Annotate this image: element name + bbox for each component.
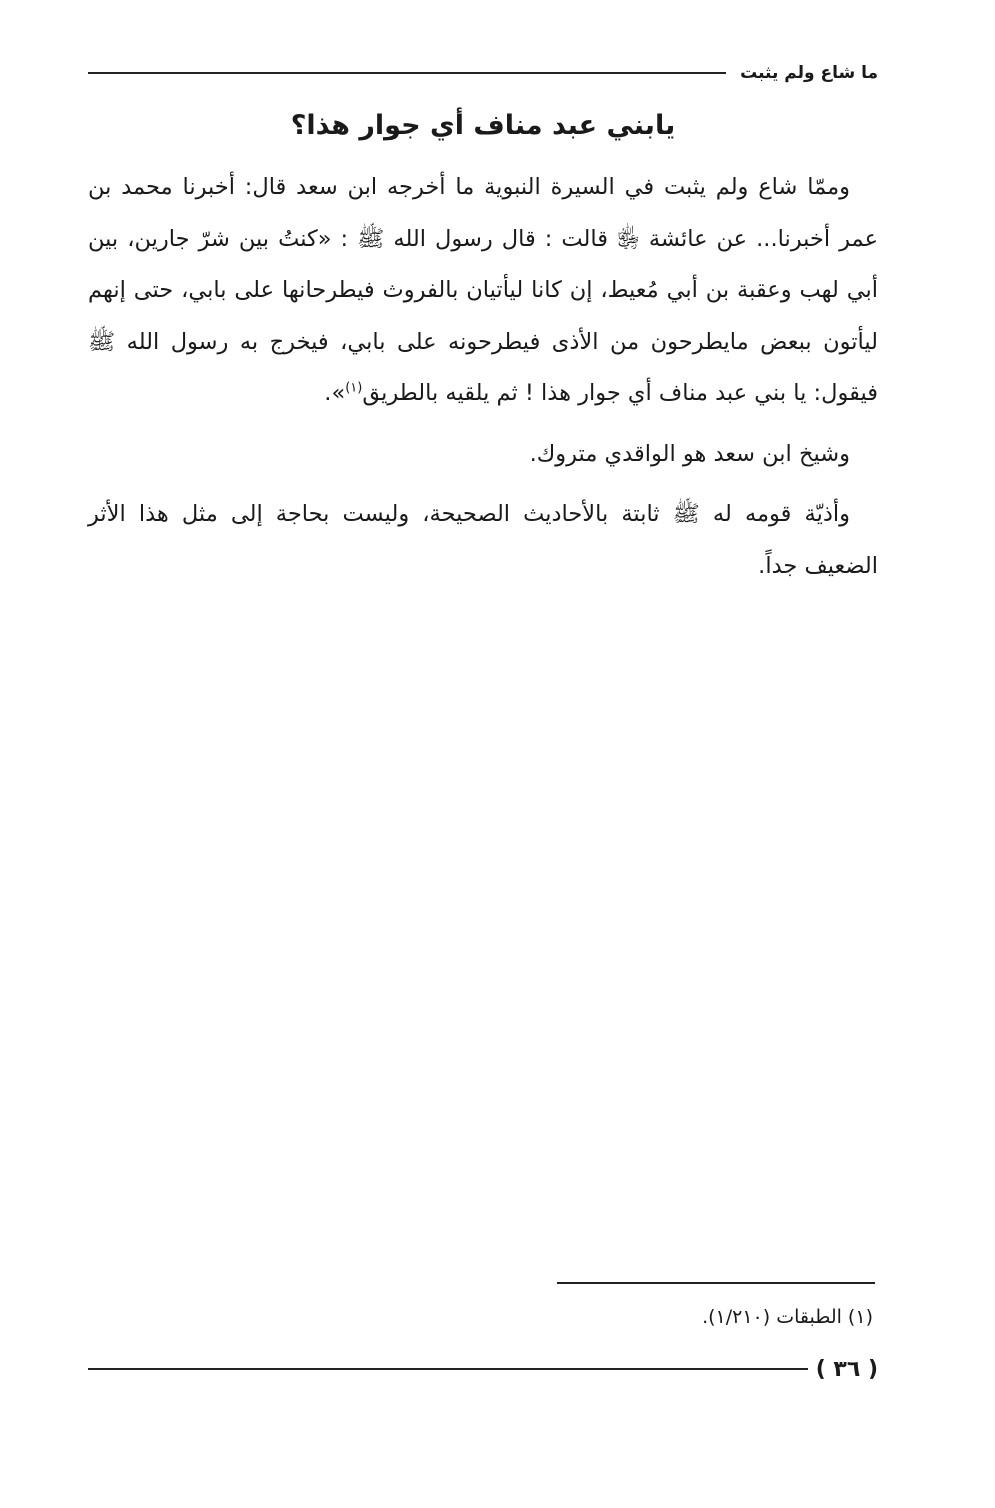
running-title: ما شاع ولم يثبت: [740, 63, 878, 83]
paragraph-1-tail: ».: [324, 380, 346, 406]
paragraph-2: وشيخ ابن سعد هو الواقدي متروك.: [529, 440, 850, 467]
page-footer: [88, 1354, 878, 1384]
header-rule: [88, 72, 726, 74]
paragraph-1: [88, 162, 878, 420]
paragraph-3: وأذيّة قومه له ﷺ ثابتة بالأحاديث الصحيحة، وليست بحاجة إلى مثل هذا الأثر الضعيف جداً.: [88, 501, 878, 579]
footnote-marker: (١): [345, 380, 363, 396]
footnote-separator: [557, 1282, 875, 1284]
page-number: ( ٣٦ ): [815, 1356, 878, 1382]
section-heading: يابني عبد مناف أي جوار هذا؟: [290, 110, 676, 141]
paragraph-1-text: وممّا شاع ولم يثبت في السيرة النبوية ما أخرجه ابن سعد قال: أخبرنا محمد بن عمر أخبرنا... عن عائشة ﵂ قالت : قال رسول الله ﷺ : «كنتُ بين شرّ جارين، بين أبي لهب وعقبة بن أبي مُعيط، إن كانا ليأتيان بالفروث فيطرحانها على بابي، حتى إنهم ليأتون ببعض مايطرحون من الأذى فيطرحونه على بابي، فيخرج به رسول الله ﷺ فيقول: يا بني عبد مناف أي جوار هذا ! ثم يلقيه بالطريق: [88, 174, 878, 406]
footnote: (١) الطبقات (١/٢١٠).: [702, 1306, 873, 1328]
body-text: [88, 162, 878, 592]
running-header: [88, 58, 878, 88]
footer-rule: [88, 1368, 808, 1370]
